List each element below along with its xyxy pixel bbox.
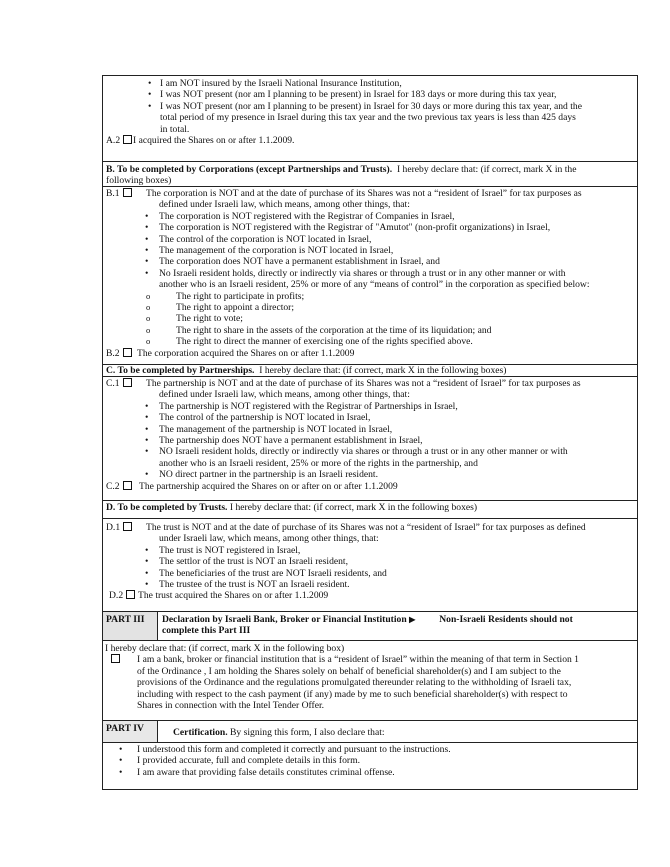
d2-checkbox-row-label: D.2 (109, 590, 124, 602)
bullet-icon: • (145, 544, 149, 556)
part-iii-body (103, 641, 637, 721)
c2-checkbox-row-text: The partnership acquired the Shares on or after on or after 1.1.2009 (139, 480, 398, 492)
bullet-icon: • (148, 89, 152, 101)
part-iii-text-cont-text: provisions of the Ordinance and the regulations promulgated thereunder relating to the withholding of Israeli tax, (137, 677, 572, 689)
bullet-icon: • (145, 222, 149, 234)
section-c-bullet (103, 446, 637, 457)
b1-checkbox-row-text: The corporation is NOT and at the date of purchase of its Shares was not a “resident of Israel” for tax purposes as (146, 188, 582, 199)
part-iii-text-cont-text: Shares in connection with the Intel Tender Offer. (137, 700, 325, 712)
section-b-bullet (103, 234, 637, 245)
bullet-icon: • (145, 400, 149, 412)
d1-text-cont (103, 533, 637, 544)
section-d-instruction: I hereby declare that: (if correct, mark X in the following boxes) (229, 502, 478, 513)
part-iii-text-cont-text: of the Ordinance , I am holding the Shares solely on behalf of beneficial shareholder(s) and I am subject to the (137, 665, 561, 677)
part-iv-bullet (103, 744, 637, 755)
d2-checkbox-row (103, 590, 637, 601)
section-a-bullet-text: I was NOT present (nor am I planning to be present) in Israel for 183 days or more during this tax year, (160, 89, 557, 101)
c1-text-cont-text: defined under Israeli law, which means, among other things, that: (159, 389, 410, 401)
section-b-bullet-text: another who is an Israeli resident, 25% or more of any “means of control” in the corporation as specified below: (159, 279, 590, 291)
b1-checkbox-row-label: B.1 (106, 188, 120, 199)
part-iii-label: PART III (103, 612, 158, 640)
part-iii-checkbox-row-text: I am a bank, broker or financial institution that is a “resident of Israel” within the meaning of that term in Section 1 (137, 654, 579, 666)
bullet-icon: • (145, 556, 149, 568)
section-b-sub-bullet (103, 291, 637, 302)
checkbox[interactable] (123, 188, 132, 197)
circle-bullet-icon: o (146, 313, 151, 324)
section-c-bullet-text: The control of the partnership is NOT located in Israel, (159, 412, 371, 424)
section-c-bullet (103, 458, 637, 469)
checkbox[interactable] (123, 378, 132, 387)
circle-bullet-icon: o (146, 324, 151, 335)
section-b-bullet (103, 279, 637, 290)
section-a-bullet-text: I was NOT present (nor am I planning to be present) in Israel for 30 days or more during this tax year, and the (160, 100, 582, 112)
section-d-bullet (103, 556, 637, 567)
section-c-instruction: I hereby declare that: (if correct, mark X in the following boxes) (259, 365, 507, 376)
section-c-bullet-text: NO direct partner in the partnership is an Israeli resident. (159, 469, 378, 481)
section-b-bullet (103, 245, 637, 256)
part-iii-text-cont (105, 700, 637, 711)
section-c-body (103, 377, 637, 501)
bullet-icon: • (119, 755, 123, 767)
part-iii-intro (105, 643, 637, 654)
section-d-bullet (103, 568, 637, 579)
section-a-bullet-text: total period of my presence in Israel during this tax year and the two previous tax years is less than 425 days (160, 112, 576, 124)
checkbox[interactable] (123, 522, 132, 531)
section-a-bullet (103, 78, 637, 89)
a2-checkbox-row-label: A.2 (106, 135, 121, 147)
d2-checkbox-row-text: The trust acquired the Shares on or after 1.1.2009 (138, 590, 329, 602)
section-b-bullet-text: The corporation is NOT registered with the Registrar of "Amutot" (non-profit organizations) in Israel, (159, 222, 551, 234)
section-c-bullet-text: The partnership does NOT have a permanent establishment in Israel, (159, 435, 423, 447)
section-b-sub-bullet (103, 336, 637, 347)
section-b-sub-bullet-text: The right to direct the manner of exercising one of the rights specified above. (176, 336, 473, 348)
part-iv-bullet-text: I understood this form and completed it correctly and pursuant to the instructions. (137, 744, 451, 755)
section-b-instruction: I hereby declare that: (if correct, mark X in the (396, 164, 577, 175)
bullet-icon: • (145, 256, 149, 268)
section-b-bullet-text: The management of the corporation is NOT located in Israel, (159, 245, 394, 257)
part-iv-bullet-text: I am aware that providing false details constitutes criminal offense. (137, 766, 395, 778)
section-b-bullet (103, 268, 637, 279)
bullet-icon: • (145, 567, 149, 579)
section-c-bullet (103, 469, 637, 480)
b2-checkbox-row-label: B.2 (106, 347, 120, 359)
section-c-title: C. To be completed by Partnerships. (106, 365, 255, 376)
section-d-bullet-text: The trust is NOT registered in Israel, (159, 544, 301, 556)
section-a-bullet (103, 101, 637, 112)
section-d-title: D. To be completed by Trusts. (106, 502, 228, 513)
section-c-bullet-text: The management of the partnership is NOT located in Israel, (159, 423, 393, 435)
section-b-body (103, 187, 637, 365)
section-b-header (103, 162, 637, 187)
part-iii-note: Non-Israeli Residents should not (439, 614, 573, 625)
bullet-icon: • (145, 469, 149, 481)
section-b-bullet-text: No Israeli resident holds, directly or indirectly via shares or through a trust or in any other manner or with (159, 267, 566, 279)
part-iv-bullet-text: I provided accurate, full and complete details in this form. (137, 755, 360, 767)
c1-checkbox-row (103, 378, 637, 389)
section-b-bullet (103, 211, 637, 222)
section-a-bullet (103, 124, 637, 135)
section-b-bullet (103, 222, 637, 233)
section-b-sub-bullet (103, 325, 637, 336)
section-b-title: B. To be completed by Corporations (except Partnerships and Trusts). (106, 164, 393, 175)
section-a-bullet (103, 89, 637, 100)
part-iv-intro: By signing this form, I also declare that: (230, 727, 385, 738)
bullet-icon: • (148, 100, 152, 112)
section-b-sub-bullet-text: The right to appoint a director; (176, 302, 295, 314)
section-a-bullet-text: I am NOT insured by the Israeli National Insurance Institution, (160, 78, 402, 89)
bullet-icon: • (145, 210, 149, 222)
part-iii-header (103, 612, 637, 641)
section-b-bullet (103, 256, 637, 267)
d1-checkbox-row (103, 522, 637, 533)
b1-text-cont (103, 199, 637, 210)
part-iv-label: PART IV (103, 721, 158, 742)
section-d-bullet (103, 579, 637, 590)
bullet-icon: • (145, 267, 149, 279)
bullet-icon: • (145, 446, 149, 458)
part-iii-text-cont (105, 689, 637, 700)
section-a-bullet (103, 112, 637, 123)
part-iv-bullet (103, 755, 637, 766)
section-a-continued (103, 76, 637, 162)
b2-checkbox-row (103, 348, 637, 359)
b1-checkbox-row (103, 188, 637, 199)
section-d-bullet-text: The beneficiaries of the trust are NOT Israeli residents, and (159, 567, 387, 579)
section-c-bullet (103, 435, 637, 446)
checkbox[interactable] (123, 348, 132, 357)
part-iii-text-cont-text: including with respect to the cash payment (if any) made by me to such beneficial shareholder(s) with respect to (137, 688, 568, 700)
bullet-icon: • (148, 78, 152, 89)
section-b-instruction-cont: following boxes) (106, 175, 172, 187)
part-iii-title-cont: complete this Part III (162, 625, 251, 637)
part-iii-text-cont (105, 677, 637, 688)
section-b-sub-bullet (103, 313, 637, 324)
c2-checkbox-row-label: C.2 (106, 480, 120, 492)
circle-bullet-icon: o (146, 302, 151, 313)
section-d-bullet-text: The trustee of the trust is NOT an Israeli resident. (159, 579, 350, 591)
section-b-bullet-text: The corporation does NOT have a permanent establishment in Israel, and (159, 256, 440, 268)
a2-checkbox-row (103, 135, 637, 146)
part-iii-text-cont (105, 666, 637, 677)
section-c-bullet (103, 401, 637, 412)
bullet-icon: • (145, 245, 149, 257)
arrow-right-icon: ▶ (409, 615, 416, 624)
part-iv-header (103, 721, 637, 743)
section-c-bullet (103, 424, 637, 435)
section-b-sub-bullet-text: The right to participate in profits; (176, 290, 305, 302)
checkbox[interactable] (123, 135, 132, 144)
section-b-sub-bullet-text: The right to vote; (176, 313, 243, 325)
bullet-icon: • (145, 435, 149, 447)
b2-checkbox-row-text: The corporation acquired the Shares on or after 1.1.2009 (137, 347, 355, 359)
bullet-icon: • (145, 579, 149, 591)
section-c-bullet (103, 412, 637, 423)
declaration-form (102, 75, 638, 790)
part-iv-body (103, 743, 637, 789)
bullet-icon: • (119, 744, 123, 755)
part-iv-bullet (103, 767, 637, 778)
d1-text-cont-text: under Israeli law, which means, among other things, that: (159, 533, 379, 545)
a2-checkbox-row-text: I acquired the Shares on or after 1.1.2009. (133, 135, 295, 147)
bullet-icon: • (145, 233, 149, 245)
c1-checkbox-row-label: C.1 (106, 378, 120, 389)
section-c-bullet-text: NO Israeli resident holds, directly or indirectly via shares or through a trust or in any other manner or with (159, 446, 568, 458)
section-b-sub-bullet-text: The right to share in the assets of the corporation at the time of its liquidation; and (176, 324, 492, 336)
section-b-bullet-text: The control of the corporation is NOT located in Israel, (159, 233, 372, 245)
section-c-bullet-text: The partnership is NOT registered with the Registrar of Partnerships in Israel, (159, 400, 458, 412)
section-c-header (103, 365, 637, 377)
part-iii-intro-text: I hereby declare that: (if correct, mark X in the following box) (105, 643, 345, 654)
circle-bullet-icon: o (146, 336, 151, 347)
d1-checkbox-row-label: D.1 (106, 522, 121, 533)
section-b-bullet-text: The corporation is NOT registered with the Registrar of Companies in Israel, (159, 210, 455, 222)
section-a-bullet-text: in total. (160, 123, 190, 135)
b1-text-cont-text: defined under Israeli law, which means, among other things, that: (159, 199, 410, 211)
section-d-bullet (103, 545, 637, 556)
c1-text-cont (103, 389, 637, 400)
part-iv-title: Certification. (173, 727, 228, 738)
checkbox[interactable] (126, 590, 135, 599)
circle-bullet-icon: o (146, 290, 151, 301)
c2-checkbox-row (103, 481, 637, 492)
bullet-icon: • (119, 766, 123, 778)
section-d-bullet-text: The settlor of the trust is NOT an Israeli resident, (159, 556, 348, 568)
d1-checkbox-row-text: The trust is NOT and at the date of purchase of its Shares was not a “resident of Israel” for tax purposes as defined (146, 522, 586, 533)
checkbox[interactable] (111, 654, 120, 663)
bullet-icon: • (145, 423, 149, 435)
bullet-icon: • (145, 412, 149, 424)
section-b-sub-bullet (103, 302, 637, 313)
c1-checkbox-row-text: The partnership is NOT and at the date of purchase of its Shares was not a “resident of Israel” for tax purposes as (146, 378, 581, 389)
checkbox[interactable] (123, 481, 132, 490)
part-iii-checkbox-row (105, 654, 637, 665)
part-iii-title: Declaration by Israeli Bank, Broker or Financial Institution (162, 614, 407, 625)
section-c-bullet-text: another who is an Israeli resident, 25% or more of the rights in the partnership, and (159, 457, 478, 469)
section-d-header (103, 501, 637, 519)
section-d-body (103, 519, 637, 612)
